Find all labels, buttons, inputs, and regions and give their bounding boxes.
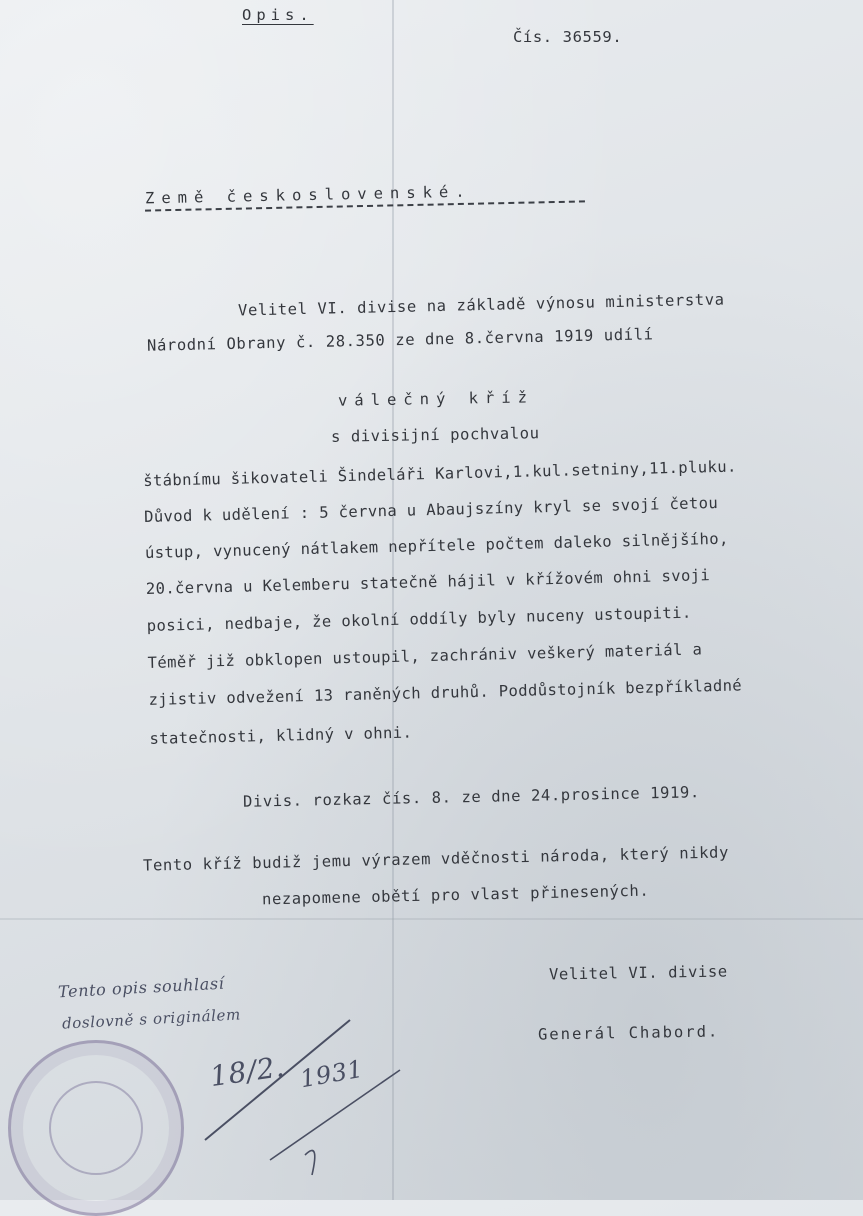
recipient-heading: Země československé. xyxy=(144,182,472,208)
award-subtitle: s divisijní pochvalou xyxy=(330,424,540,446)
handwritten-flourish xyxy=(305,1151,315,1176)
body-line: 20.června u Kelemberu statečně hájil v křížovém ohni svoji xyxy=(145,566,711,598)
document-number: Čís. 36559. xyxy=(513,28,623,46)
signature-title: Velitel VI. divise xyxy=(548,962,728,984)
closing-line-1: Tento kříž budiž jemu výrazem vděčnosti národa, který nikdy xyxy=(142,843,730,875)
award-title: válečný kříž xyxy=(337,388,535,410)
body-line: Téměř již obklopen ustoupil, zachrániv veškerý materiál a xyxy=(147,640,703,672)
handwritten-date-day: 18/2. xyxy=(207,1049,287,1094)
body-line: posici, nedbaje, že okolní oddíly byly nuceny ustoupiti. xyxy=(146,603,692,635)
copy-heading: Opis. xyxy=(242,6,314,24)
body-line: štábnímu šikovateli Šindeláři Karlovi,1.kul.setniny,11.pluku. xyxy=(143,457,737,490)
signature-name: Generál Chabord. xyxy=(537,1022,720,1044)
handwritten-slash-stroke xyxy=(205,1020,350,1140)
closing-line-2: nezapomene obětí pro vlast přinesených. xyxy=(261,881,650,909)
handwritten-date-year: 1931 xyxy=(298,1054,366,1094)
body-line: Důvod k udělení : 5 června u Abaujszíny kryl se svojí četou xyxy=(143,493,719,526)
body-line: ústup, vynucený nátlakem nepřítele počtem daleko silnějšího, xyxy=(144,529,729,562)
handwritten-note-line-2: doslovně s originálem xyxy=(61,1005,242,1033)
body-line: zjistiv odvežení 13 raněných druhů. Poddůstojník bezpříkladné xyxy=(148,676,743,709)
intro-line-2: Národní Obrany č. 28.350 ze dne 8.června 1919 udílí xyxy=(146,325,654,355)
intro-line-1: Velitel VI. divise na základě výnosu ministerstva xyxy=(237,290,725,320)
handwritten-slash-stroke xyxy=(270,1070,400,1160)
order-reference: Divis. rozkaz čís. 8. ze dne 24.prosince 1919. xyxy=(242,783,700,811)
body-line: statečnosti, klidný v ohni. xyxy=(149,723,413,748)
handwritten-note-line-1: Tento opis souhlasí xyxy=(57,973,225,1002)
